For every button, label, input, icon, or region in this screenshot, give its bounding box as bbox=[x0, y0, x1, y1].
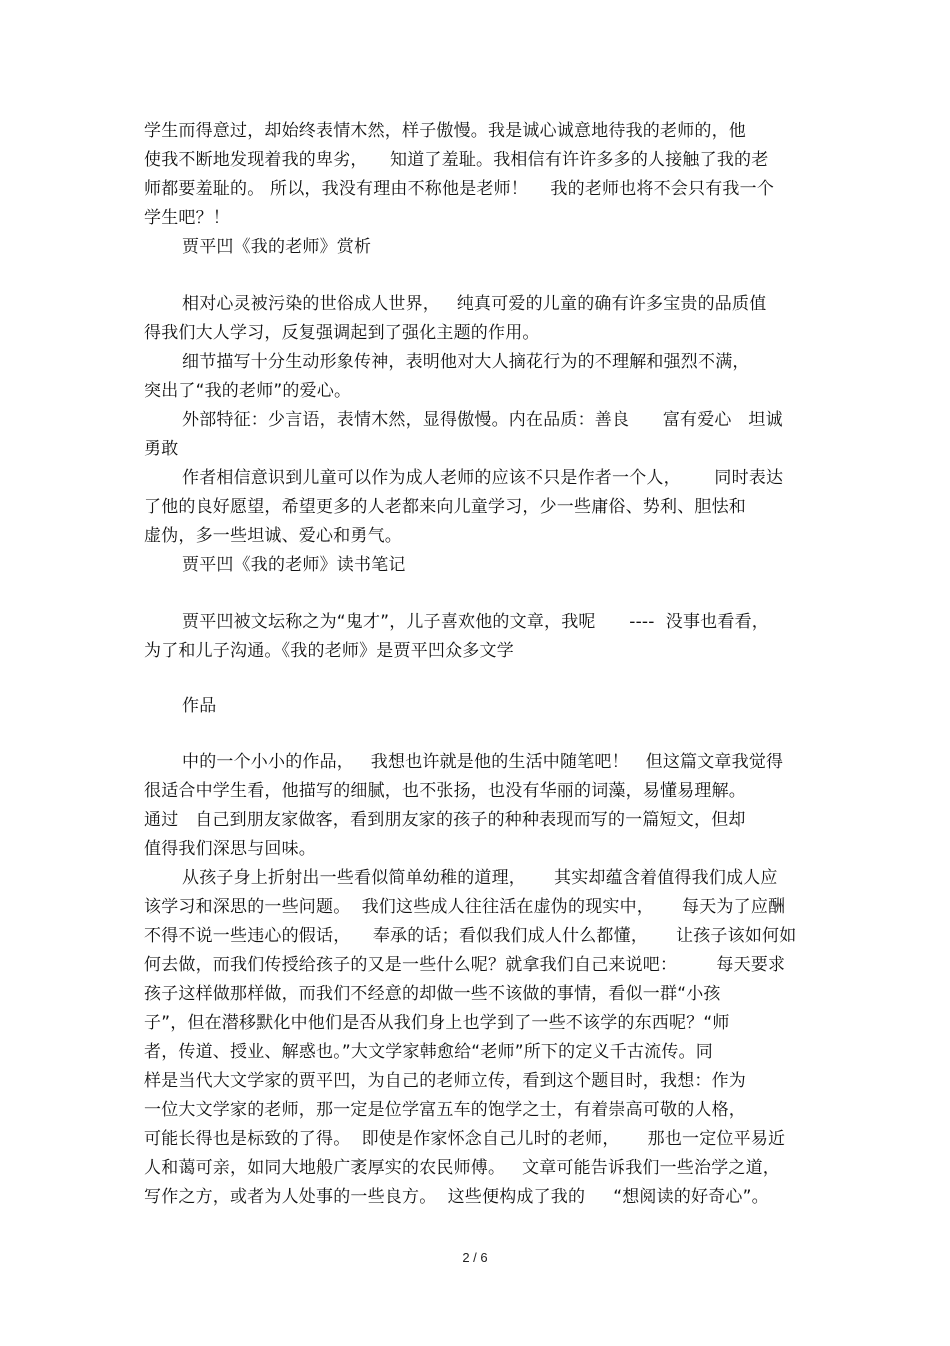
text-line: 一位大文学家的老师，那一定是位学富五车的饱学之士，有着崇高可敬的人格， bbox=[144, 1100, 746, 1120]
text-line: 相对心灵被污染的世俗成人世界， 纯真可爱的儿童的确有许多宝贵的品质值 bbox=[182, 294, 767, 314]
text-line: 不得不说一些违心的假话， 奉承的话；看似我们成人什么都懂， 让孩子该如何如 bbox=[144, 926, 797, 946]
text-line: 得我们大人学习，反复强调起到了强化主题的作用。 bbox=[144, 323, 540, 343]
text-line: 虚伪，多一些坦诚、爱心和勇气。 bbox=[144, 526, 402, 546]
text-line: 突出了“我的老师”的爱心。 bbox=[144, 381, 352, 401]
text-line: 该学习和深思的一些问题。 我们这些成人往往活在虚伪的现实中， 每天为了应酬 bbox=[144, 897, 786, 917]
text-line: 贾平凹被文坛称之为“鬼才”，儿子喜欢他的文章，我呢 ---- 没事也看看， bbox=[182, 612, 769, 632]
text-line: 子”，但在潜移默化中他们是否从我们身上也学到了一些不该学的东西呢？“师 bbox=[144, 1013, 730, 1033]
text-line: 作品 bbox=[182, 696, 217, 716]
text-line: 外部特征：少言语，表情木然，显得傲慢。内在品质：善良 富有爱心 坦诚 bbox=[182, 410, 783, 430]
text-line: 作者相信意识到儿童可以作为成人老师的应该不只是作者一个人， 同时表达 bbox=[182, 468, 784, 488]
text-line: 何去做，而我们传授给孩子的又是一些什么呢？就拿我们自己来说吧： 每天要求 bbox=[144, 955, 786, 975]
text-line: 细节描写十分生动形象传神，表明他对大人摘花行为的不理解和强烈不满， bbox=[182, 352, 750, 372]
text-line: 为了和儿子沟通。《我的老师》是贾平凹众多文学 bbox=[144, 641, 514, 661]
text-line: 师都要羞耻的。 所以，我没有理由不称他是老师！ 我的老师也将不会只有我一个 bbox=[144, 179, 775, 199]
text-line: 通过 自己到朋友家做客，看到朋友家的孩子的种种表现而写的一篇短文，但却 bbox=[144, 810, 746, 830]
text-line: 中的一个小小的作品， 我想也许就是他的生活中随笔吧！ 但这篇文章我觉得 bbox=[182, 752, 784, 772]
text-line: 很适合中学生看，他描写的细腻，也不张扬，也没有华丽的词藻，易懂易理解。 bbox=[144, 781, 746, 801]
text-line: 勇敢 bbox=[144, 439, 179, 459]
text-line: 值得我们深思与回味。 bbox=[144, 839, 316, 859]
text-line: 学生吧？！ bbox=[144, 208, 230, 228]
text-line: 使我不断地发现着我的卑劣， 知道了羞耻。我相信有许许多多的人接触了我的老 bbox=[144, 150, 769, 170]
text-line: 学生而得意过，却始终表情木然，样子傲慢。我是诚心诚意地待我的老师的，他 bbox=[144, 121, 746, 141]
text-line: 人和蔼可亲，如同大地般广袤厚实的农民师傅。 文章可能告诉我们一些治学之道， bbox=[144, 1158, 781, 1178]
section-heading: 贾平凹《我的老师》赏析 bbox=[182, 237, 372, 257]
section-heading: 贾平凹《我的老师》读书笔记 bbox=[182, 555, 406, 575]
text-line: 样是当代大文学家的贾平凹，为自己的老师立传，看到这个题目时，我想：作为 bbox=[144, 1071, 746, 1091]
text-line: 了他的良好愿望，希望更多的人老都来向儿童学习，少一些庸俗、势利、胆怯和 bbox=[144, 497, 746, 517]
text-line: 写作之方，或者为人处事的一些良方。 这些便构成了我的 “想阅读的好奇心”。 bbox=[144, 1187, 769, 1207]
page-number: 2 / 6 bbox=[462, 1250, 488, 1265]
text-line: 者，传道、授业、解惑也。”大文学家韩愈给“老师”所下的定义千古流传。同 bbox=[144, 1042, 713, 1062]
text-line: 可能长得也是标致的了得。 即使是作家怀念自己儿时的老师， 那也一定位平易近 bbox=[144, 1129, 786, 1149]
text-line: 孩子这样做那样做，而我们不经意的却做一些不该做的事情，看似一群“小孩 bbox=[144, 984, 721, 1004]
text-line: 从孩子身上折射出一些看似简单幼稚的道理， 其实却蕴含着值得我们成人应 bbox=[182, 868, 778, 888]
